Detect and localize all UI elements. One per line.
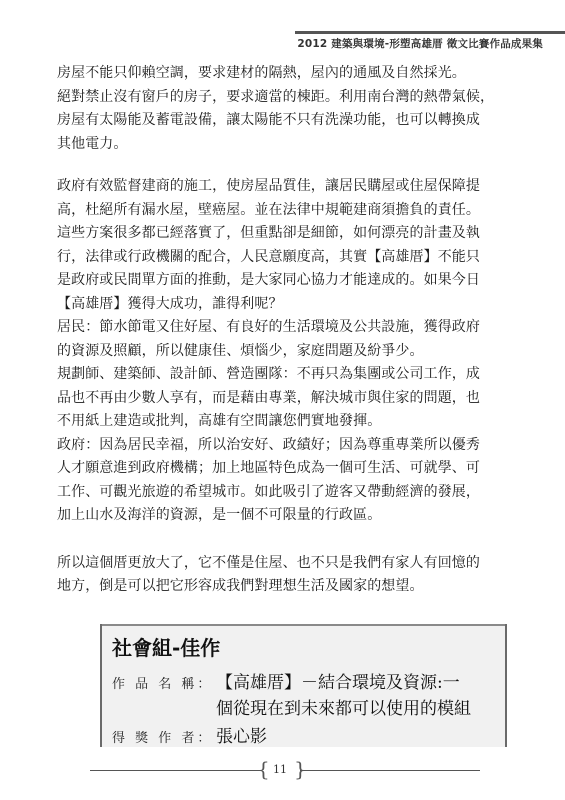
text-line: 居民：節水節電又住好屋、有良好的生活環境及公共設施，獲得政府 <box>57 319 480 335</box>
paragraph-2 <box>57 175 517 528</box>
work-title-line-2: 個從現在到未來都可以使用的模組 <box>216 699 471 719</box>
right-brace-icon: } <box>294 757 307 781</box>
essay-body <box>57 62 517 599</box>
award-box <box>100 624 507 747</box>
header-rule <box>295 31 565 34</box>
author-label: 得 獎 作 者： <box>112 731 214 746</box>
award-category: 社會組-佳作 <box>112 636 221 660</box>
text-line: 所以這個厝更放大了，它不僅是住屋、也不只是我們有家人有回憶的 <box>57 554 480 571</box>
text-line: 是政府或民間單方面的推動，是大家同心協力才能達成的。如果今日 <box>57 272 480 288</box>
text-line: 地方，倒是可以把它形容成我們對理想生活及國家的想望。 <box>57 578 424 594</box>
text-line: 行，法律或行政機關的配合，人民意願度高，其實【高雄厝】不能只 <box>57 248 480 265</box>
work-title-line-1: 【高雄厝】－結合環境及資源:一 <box>216 673 460 693</box>
paragraph-3 <box>57 552 517 599</box>
page-number: 11 <box>273 763 287 776</box>
text-line: 政府：因為居民幸福，所以治安好、政績好；因為尊重專業所以優秀 <box>57 436 480 453</box>
text-line: 其他電力。 <box>57 135 128 152</box>
text-line: 工作、可觀光旅遊的希望城市。如此吸引了遊客又帶動經濟的發展， <box>57 483 480 500</box>
text-line: 人才願意進到政府機構；加上地區特色成為一個可生活、可就學、可 <box>57 460 480 476</box>
text-line: 絕對禁止沒有窗戶的房子，要求適當的棟距。利用南台灣的熱帶氣候， <box>57 88 495 105</box>
footer-rule-right <box>300 770 480 771</box>
work-title-label: 作 品 名 稱： <box>112 677 214 692</box>
text-line: 加上山水及海洋的資源，是一個不可限量的行政區。 <box>57 507 382 523</box>
running-header: 2012 建築與環境-形塑高雄厝 徵文比賽作品成果集 <box>297 38 543 50</box>
text-line: 房屋不能只仰賴空調，要求建材的隔熱，屋內的通風及自然採光。 <box>57 65 466 81</box>
text-line: 的資源及照顧，所以健康佳、煩惱少，家庭問題及紛爭少。 <box>57 342 424 359</box>
text-line: 【高雄厝】獲得大成功，誰得利呢？ <box>57 295 283 312</box>
work-title-row-2 <box>216 694 471 719</box>
footer-rule-left <box>90 770 260 771</box>
left-brace-icon: { <box>257 757 270 781</box>
text-line: 這些方案很多都已經落實了，但重點卻是細節，如何漂亮的計畫及執 <box>57 225 480 241</box>
text-line: 不用紙上建造或批判，高雄有空間讓您們實地發揮。 <box>57 413 382 429</box>
text-line: 房屋有太陽能及蓄電設備，讓太陽能不只有洗澡功能，也可以轉換成 <box>57 112 480 128</box>
text-line: 政府有效監督建商的施工，使房屋品質佳，讓居民購屋或住屋保障提 <box>57 178 480 194</box>
work-title-row <box>112 668 460 693</box>
text-line: 品也不再由少數人享有，而是藉由專業，解決城市與住家的問題，也 <box>57 389 480 406</box>
text-line: 規劃師、建築師、設計師、營造團隊：不再只為集團或公司工作，成 <box>57 366 480 382</box>
author-name: 張心影 <box>216 727 267 747</box>
author-row <box>112 722 267 747</box>
paragraph-1 <box>57 62 517 156</box>
text-line: 高，杜絕所有漏水屋，壁癌屋。並在法律中規範建商須擔負的責任。 <box>57 201 480 218</box>
